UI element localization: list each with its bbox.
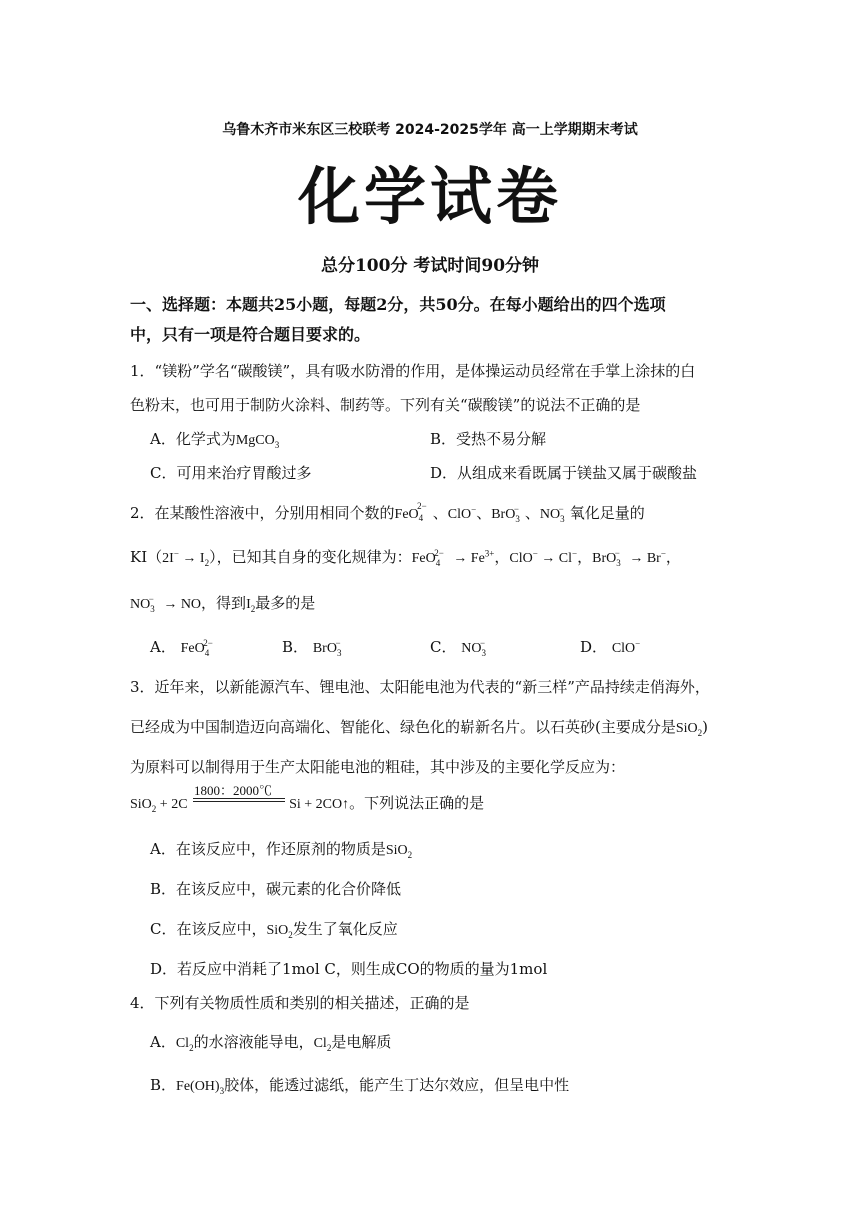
q3-equation-condition: 1800：2000℃ [194, 783, 273, 798]
q1-stem-line2: 色粉末，也可用于制防火涂料、制药等。下列有关“碳酸镁”的说法不正确的是 [130, 396, 641, 414]
exam-title: 化学试卷 [297, 160, 562, 233]
q1-option-c: C．可用来治疗胃酸过多 [150, 464, 312, 482]
q3-option-d: D．若反应中消耗了1mol C，则生成CO的物质的量为1mol [150, 960, 548, 978]
section-heading-line1: 一、选择题：本题共25小题，每题2分，共50分。在每小题给出的四个选项 [130, 295, 666, 314]
q2-stem-line1: 2．在某酸性溶液中，分别用相同个数的FeO$_4^{2-}$ 、ClO−、BrO$_3$− 、$NO_3^-$ 氧化足量的 [130, 501, 645, 524]
q1-option-b: B．受热不易分解 [430, 430, 547, 448]
q4-stem-line1: 4．下列有关物质性质和类别的相关描述，正确的是 [130, 994, 470, 1012]
q3-equation: SiO$_2$ + 2C Si + 2CO↑。下列说法正确的是 [130, 794, 485, 814]
q3-option-b: B．在该反应中，碳元素的化合价降低 [150, 880, 402, 898]
section-heading-line2: 中，只有一项是符合题目要求的。 [130, 325, 371, 344]
q3-option-c: C．在该反应中，SiO$_2$发生了氧化反应 [150, 920, 398, 940]
q2-option-c: C． $NO_3^-$ [430, 638, 486, 658]
q1-option-d: D．从组成来看既属于镁盐又属于碳酸盐 [430, 464, 698, 482]
q4-option-b: B．$Fe(OH)_3$胶体，能透过滤纸，能产生丁达尔效应，但呈电中性 [150, 1076, 570, 1096]
q1-option-a: A．化学式为MgCO$_3$ [150, 430, 280, 450]
q2-option-a: A． FeO$_4^{2-}$ [150, 638, 213, 658]
q2-option-b: B． BrO$_3$− [282, 638, 342, 658]
q2-stem-line3: $NO_3^-$ → NO，得到$I_2$最多的是 [130, 594, 316, 614]
q3-stem-line2: 已经成为中国制造迈向高端化、智能化、绿色化的崭新名片。以石英砂(主要成分是SiO$_2$) [130, 718, 709, 738]
exam-meta: 总分100分 考试时间90分钟 [320, 256, 540, 276]
exam-subheader: 乌鲁木齐市米东区三校联考 2024-2025学年 高一上学期期末考试 [222, 122, 638, 138]
q3-stem-line1: 3．近年来，以新能源汽车、锂电池、太阳能电池为代表的“新三样”产品持续走俏海外， [130, 678, 710, 696]
q2-option-d: D． ClO− [580, 638, 641, 656]
q3-option-a: A．在该反应中，作还原剂的物质是SiO$_2$ [150, 840, 413, 860]
q1-stem-line1: 1．“镁粉”学名“碳酸镁”，具有吸水防滑的作用，是体操运动员经常在手掌上涂抹的白 [130, 362, 696, 380]
q3-stem-line3: 为原料可以制得用于生产太阳能电池的粗硅，其中涉及的主要化学反应为： [130, 758, 626, 776]
q3-equation-arrow [193, 798, 285, 802]
q2-stem-line2: $KI(2I^- \to I_2)$，已知其自身的变化规律为：$FeO_4^{2-} \to Fe^{3+}$，ClO− → Cl−，BrO$_3$− → Br−， [130, 548, 681, 568]
q4-option-a: A．$Cl_2$的水溶液能导电，$Cl_2$是电解质 [150, 1033, 392, 1053]
